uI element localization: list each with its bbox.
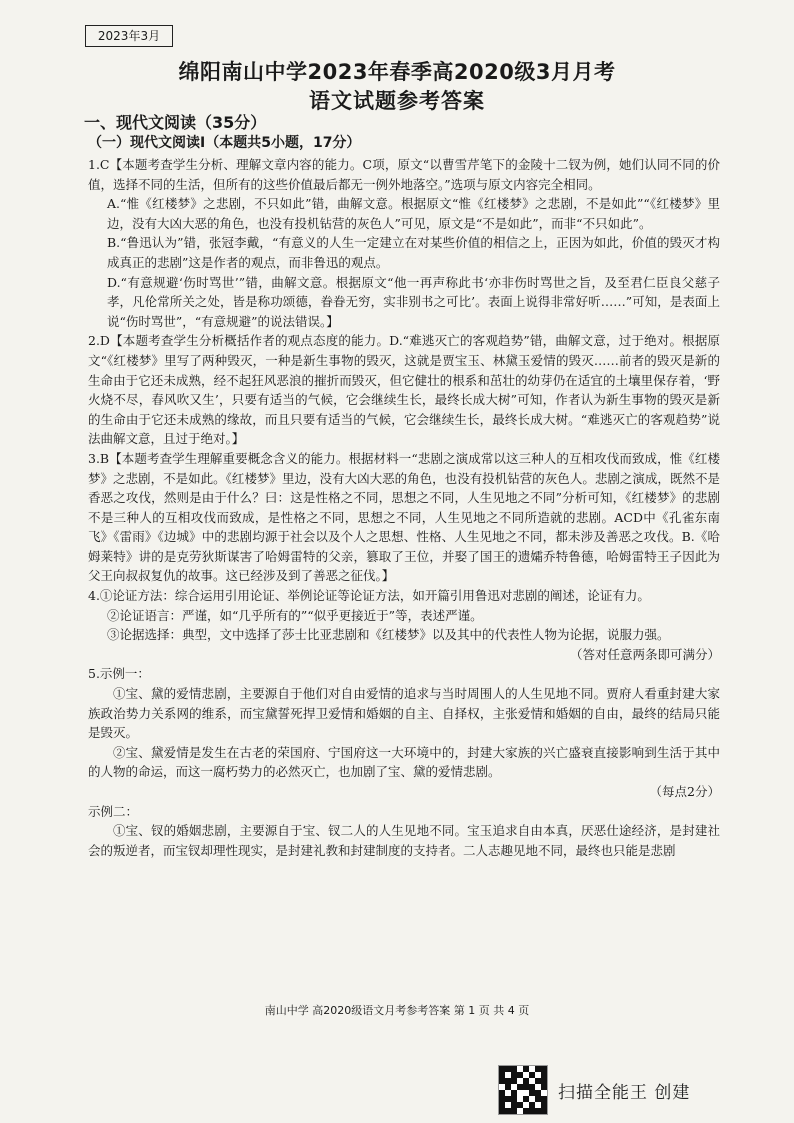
section-heading: 一、现代文阅读（35分） bbox=[84, 113, 267, 132]
date-box: 2023年3月 bbox=[85, 25, 173, 47]
answer-q5-example1-point2: ②宝、黛爱情是发生在古老的荣国府、宁国府这一大环境中的，封建大家族的兴亡盛衰直接影响到生活于其中的人物的命运，而这一腐朽势力的必然灭亡，也加剧了宝、黛的爱情悲剧。 bbox=[88, 744, 720, 780]
answer-q4-point2: ②论证语言：严谨，如“几乎所有的”“似乎更接近于”等，表述严谨。 bbox=[107, 607, 483, 623]
answer-q4-point1: 4.①论证方法：综合运用引用论证、举例论证等论证方法，如开篇引用鲁迅对悲剧的阐述，论证有力。 bbox=[88, 588, 650, 604]
document-title: 绵阳南山中学2023年春季高2020级3月月考 bbox=[178, 60, 616, 84]
answer-q4-point3: ③论据选择：典型，文中选择了莎士比亚悲剧和《红楼梦》以及其中的代表性人物为论据，说服力强。 bbox=[107, 627, 670, 643]
answer-q3: 3.B【本题考查学生理解重要概念含义的能力。根据材料一“悲剧之演成常以这三种人的互相攻伐而致成，惟《红楼梦》之悲剧，不是如此。《红楼梦》里边，没有大凶大恶的角色，也没有投机钻营的灰色人。悲剧之演成，既然不是香恶之攻伐，然则是由于什么？曰：这是性格之不同，思想之不同，人生见地之不同”分析可知，《红楼梦》的悲剧不是三种人的互相攻伐而致成，是性格之不同，思想之不同，人生见地之不同所造就的悲剧。ACD中《孔雀东南飞》《雷雨》《边城》中的悲剧均源于社会以及个人之思想、性格、人生见地之不同，都未涉及善恶之攻伐。B.《哈姆莱特》讲的是克劳狄斯谋害了哈姆雷特的父亲，篡取了王位，并娶了国王的遗孀乔特鲁德，哈姆雷特王子因此为父王向叔叔复仇的故事。这已经涉及到了善恶之征伐。】 bbox=[88, 450, 720, 584]
document-subtitle: 语文试题参考答案 bbox=[309, 89, 485, 113]
answer-q5-example2-heading: 示例二： bbox=[88, 803, 139, 819]
subsection-heading: （一）现代文阅读Ⅰ（本题共5小题，17分） bbox=[88, 135, 361, 151]
answer-q5-example2-point1: ①宝、钗的婚姻悲剧，主要源自于宝、钗二人的人生见地不同。宝玉追求自由本真，厌恶仕途经济，是封建社会的叛逆者，而宝钗却理性现实，是封建礼教和封建制度的支持者。二人志趣见地不同，最终也只能是悲剧 bbox=[88, 823, 720, 858]
answer-q1-option-a: A.“惟《红楼梦》之悲剧，不只如此”错，曲解文意。根据原文“惟《红楼梦》之悲剧，不是如此”“《红楼梦》里边，没有大凶大恶的角色，也没有投机钻营的灰色人”可见，原文是“不是如此”，而非“不只如此”。 bbox=[107, 196, 720, 231]
scanner-watermark bbox=[498, 1064, 690, 1116]
scanner-label: 扫描全能王 创建 bbox=[558, 1082, 691, 1103]
answer-q1: 1.C【本题考查学生分析、理解文章内容的能力。C项，原文“以曹雪芹笔下的金陵十二钗为例，她们认同不同的价值，选择不同的生活，但所有的这些价值最后都无一例外地落空。”选项与原文内容完全相同。 bbox=[88, 157, 720, 192]
answer-q1-option-b: B.“鲁迅认为”错，张冠李戴，“有意义的人生一定建立在对某些价值的相信之上，正因为如此，价值的毁灭才构成真正的悲剧”这是作者的观点，而非鲁迅的观点。 bbox=[107, 235, 720, 270]
answer-q2: 2.D【本题考查学生分析概括作者的观点态度的能力。D.“难逃灭亡的客观趋势”错，曲解文意，过于绝对。根据原文“《红楼梦》里写了两种毁灭，一种是新生事物的毁灭，这就是贾宝玉、林黛玉爱情的毁灭……前者的毁灭是新的生命由于它还未成熟，经不起狂风恶浪的摧折而毁灭，但它健壮的根系和茁壮的幼芽仍在适宜的土壤里保存着，‘野火烧不尽，春风吹又生’，只要有适当的气候，它会继续生长，最终长成大树”可知，作者认为新生事物的毁灭是新的生命由于它还未成熟的缘故，而且只要有适当的气候，它会继续生长，最终长成大树。“难逃灭亡的客观趋势”说法曲解文意，且过于绝对。】 bbox=[88, 333, 720, 447]
page-footer: 南山中学 高2020级语文月考参考答案 第 1 页 共 4 页 bbox=[264, 1004, 530, 1017]
answer-q5-example1-point1: ①宝、黛的爱情悲剧，主要源自于他们对自由爱情的追求与当时周围人的人生见地不同。贾府人看重封建大家族政治势力关系网的维系，而宝黛誓死捍卫爱情和婚姻的自主、自择权，主张爱情和婚姻的自由，最终的结局只能是毁灭。 bbox=[88, 686, 720, 741]
answer-q5-heading: 5.示例一： bbox=[88, 666, 150, 682]
answer-q5-note: （每点2分） bbox=[649, 784, 720, 799]
answer-q1-option-d: D.“有意规避‘伤时骂世’”错，曲解文意。根据原文“他一再声称此书‘亦非伤时骂世之旨，及至君仁臣良父慈子孝，凡伦常所关之处，皆是称功颂德，眷眷无穷，实非别书之可比’。表面上说得非常好听……”可知，是表面上说“伤时骂世”，“有意规避”的说法错误。】 bbox=[107, 274, 720, 329]
answer-body bbox=[88, 155, 720, 860]
answer-q4-note: （答对任意两条即可满分） bbox=[569, 646, 720, 662]
qr-code-icon bbox=[498, 1065, 548, 1115]
